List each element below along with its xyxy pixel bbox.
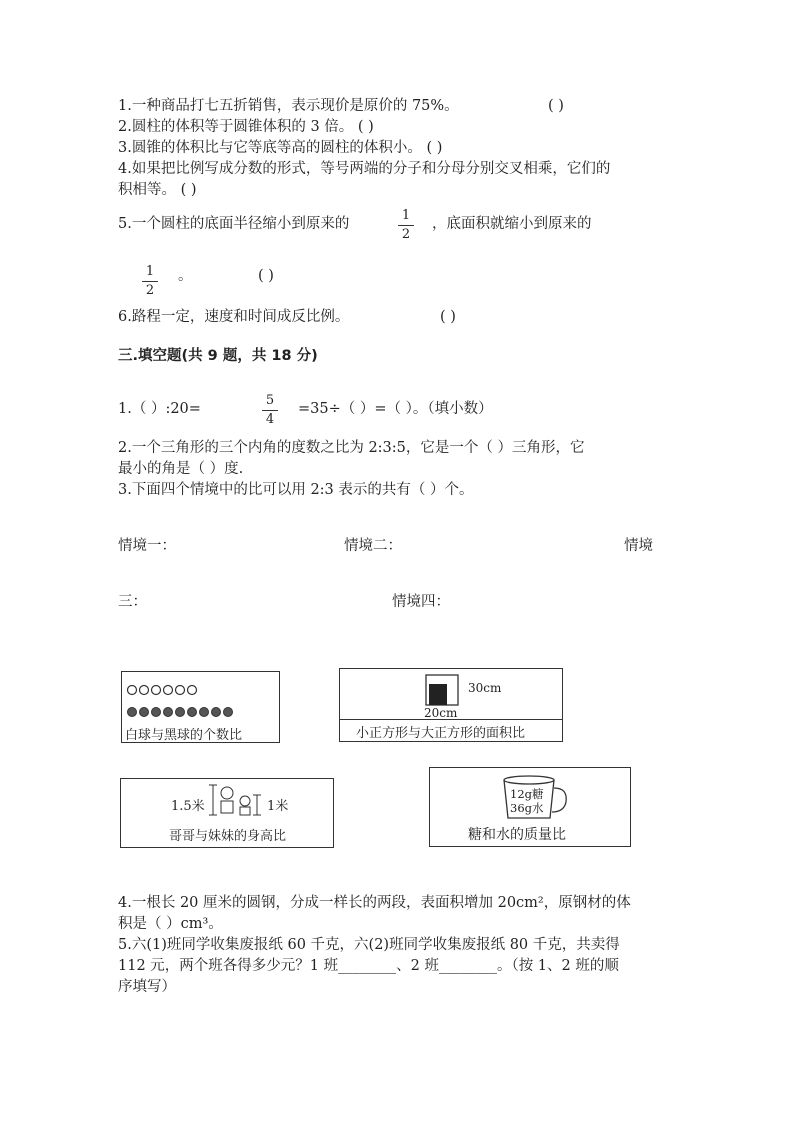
fill-q5-line1: 5.六(1)班同学收集废报纸 60 千克，六(2)班同学收集废报纸 80 千克，共卖得 bbox=[118, 937, 620, 953]
judge-q1: 1.一种商品打七五折销售，表示现价是原价的 75%。 bbox=[118, 98, 459, 114]
fill-q4-line2: 积是（ ）cm³。 bbox=[118, 916, 223, 932]
figure-cup-caption: 糖和水的质量比 bbox=[468, 827, 566, 843]
fill-q3: 3.下面四个情境中的比可以用 2:3 表示的共有（ ）个。 bbox=[118, 482, 474, 498]
fill-q2-line2: 最小的角是（ ）度. bbox=[118, 461, 244, 477]
figure-squares-caption: 小正方形与大正方形的面积比 bbox=[356, 726, 526, 741]
judge-q5-fraction bbox=[398, 208, 414, 243]
judge-q5-end: 。 bbox=[178, 268, 193, 284]
scene3-label-a: 情境 bbox=[624, 538, 653, 554]
judge-q4-line1: 4.如果把比例写成分数的形式，等号两端的分子和分母分别交叉相乘，它们的 bbox=[118, 161, 611, 177]
judge-q5-text2: ，底面积就缩小到原来的 bbox=[432, 216, 592, 232]
figure-squares-big-label: 30cm bbox=[468, 681, 502, 695]
scene2-label: 情境二： bbox=[344, 538, 402, 554]
fill-q5-line2: 112 元，两个班各得多少元？1 班________、2 班________。（按 1、2 班的顺 bbox=[118, 958, 619, 974]
fraction-numerator: 1 bbox=[401, 208, 411, 223]
judge-q6: 6.路程一定，速度和时间成反比例。 bbox=[118, 309, 350, 325]
figure-squares-small-label: 20cm bbox=[424, 706, 458, 720]
scene1-label: 情境一： bbox=[118, 538, 176, 554]
fraction-bar bbox=[142, 281, 158, 282]
judge-q5-answer[interactable]: ( ) bbox=[258, 268, 274, 284]
fill-q1-part2: =35÷（ ）=（ ）。（填小数） bbox=[298, 401, 493, 417]
figure-balls-caption: 白球与黑球的个数比 bbox=[125, 728, 243, 743]
figure-cup bbox=[429, 767, 631, 847]
figure-heights bbox=[120, 778, 334, 848]
fraction-bar bbox=[398, 225, 414, 226]
judge-q5-fraction2 bbox=[142, 264, 158, 299]
figure-heights-caption: 哥哥与妹妹的身高比 bbox=[169, 829, 287, 844]
fraction-denominator: 2 bbox=[145, 283, 155, 298]
judge-q2: 2.圆柱的体积等于圆锥体积的 3 倍。 ( ) bbox=[118, 119, 374, 135]
figure-squares bbox=[339, 668, 563, 742]
fraction-numerator: 5 bbox=[265, 393, 275, 408]
judge-q1-answer[interactable]: ( ) bbox=[548, 98, 564, 114]
balls-icon bbox=[122, 672, 279, 722]
fill-q2-line1: 2.一个三角形的三个内角的度数之比为 2:3:5，它是一个（ ）三角形，它 bbox=[118, 440, 585, 456]
section-heading: 三.填空题(共 9 题，共 18 分) bbox=[118, 348, 318, 364]
fill-q5-line3: 序填写） bbox=[118, 979, 176, 995]
figure-cup-sugar-label: 12g糖 bbox=[510, 787, 544, 801]
fraction-denominator: 2 bbox=[401, 227, 411, 242]
scene4-label: 情境四： bbox=[392, 594, 450, 610]
fill-q4-line1: 4.一根长 20 厘米的圆钢，分成一样长的两段，表面积增加 20cm²，原钢材的体 bbox=[118, 895, 631, 911]
judge-q4-line2: 积相等。 ( ) bbox=[118, 182, 197, 198]
scene3-label-b: 三： bbox=[118, 594, 147, 610]
figure-balls bbox=[121, 671, 280, 743]
fraction-bar bbox=[262, 410, 278, 411]
fraction-denominator: 4 bbox=[265, 412, 275, 427]
judge-q5-text: 5.一个圆柱的底面半径缩小到原来的 bbox=[118, 216, 350, 232]
figure-cup-water-label: 36g水 bbox=[510, 801, 544, 815]
judge-q3: 3.圆锥的体积比与它等底等高的圆柱的体积小。 ( ) bbox=[118, 140, 443, 156]
fraction-numerator: 1 bbox=[145, 264, 155, 279]
figure-squares-divider bbox=[340, 719, 562, 720]
judge-q6-answer[interactable]: ( ) bbox=[440, 309, 456, 325]
fill-q1-part1: 1.（ ）:20= bbox=[118, 401, 201, 417]
figure-heights-right-label: 1米 bbox=[267, 799, 289, 814]
figure-heights-left-label: 1.5米 bbox=[171, 799, 205, 814]
children-icon bbox=[121, 779, 333, 827]
fill-q1-fraction bbox=[262, 393, 278, 428]
